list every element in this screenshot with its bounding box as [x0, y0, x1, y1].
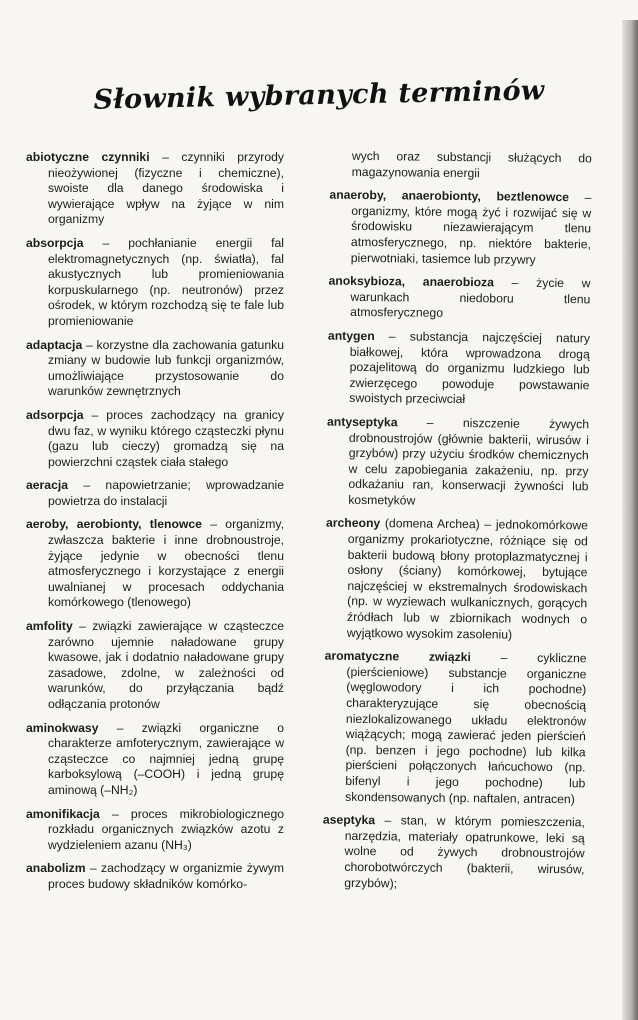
- entry-definition: – stan, w którym pomieszczenia, narzędzia, materiały opatrunkowe, leki są wolne od żywych drobnoustrojów chorobotwórczych (bakterii, wirusów, grzybów);: [344, 813, 585, 890]
- entry-definition: (domena Archea) – jednokomórkowe organizmy prokariotyczne, różniące się od bakterii budową błony protoplazmatycznej i osłony (ściany) komórkowej, bytujące najczęściej w ekstremalnych środowiskach (np. w wyziewach wulkanicznych, gorących źródłach lub w zbiornikach wodnych o wyjątkowo wysokim zasoleniu): [346, 516, 589, 642]
- entry-term: antyseptyka: [327, 414, 398, 430]
- entry-definition: – organizmy, które mogą żyć i rozwijać się w środowisku niezawierającym tlenu atmosferycznego, np. niektóre bakterie, pierwotniaki, tasiemce lub przywry: [350, 190, 592, 267]
- right-column: [322, 149, 592, 902]
- entry-term: anoksybioza, anaerobioza: [328, 273, 495, 290]
- entry-term: aeroby, aerobionty, tlenowce: [26, 517, 202, 532]
- glossary-entry: [26, 338, 284, 400]
- entry-term: anabolizm: [26, 861, 86, 876]
- entry-term: adsorpcja: [26, 407, 84, 422]
- entry-definition: – życie w warunkach niedoboru tlenu atmosferycznego: [350, 275, 591, 321]
- entry-term: aeracja: [26, 478, 69, 493]
- entry-term: absorpcja: [26, 235, 84, 250]
- left-column: [26, 150, 284, 901]
- entry-term: archeony: [325, 516, 381, 531]
- glossary-entry: [26, 478, 284, 509]
- glossary-entry-continuation: wych oraz substancji służących do magazynowania energii: [351, 148, 592, 180]
- page-edge-shadow: [622, 20, 638, 1020]
- entry-definition: – związki zawierające w cząsteczce zarówno ujemnie naładowane grupy kwasowe, jak i dodatnio naładowane grupy zasadowe, zdolne, w zależności od warunków, do przyłączania bądź odłączania protonów: [48, 619, 284, 711]
- glossary-entry: [26, 807, 284, 854]
- entry-term: aminokwasy: [26, 720, 99, 735]
- entry-term: adaptacja: [26, 337, 83, 352]
- entry-definition: – zachodzący w organizmie żywym proces budowy składników komórko-: [48, 861, 284, 891]
- entry-term: amonifikacja: [26, 806, 100, 821]
- entry-definition: – substancja najczęściej natury białkowej, która wprowadzona drogą pozajelitową do organizmu ludzkiego lub zwierzęcego powoduje powstawanie swoistych przeciwciał: [349, 329, 591, 407]
- glossary-entry: [323, 649, 587, 808]
- glossary-entry: [26, 517, 284, 611]
- entry-term: antygen: [327, 328, 375, 344]
- glossary-entry: [26, 408, 284, 470]
- glossary-entry: [327, 329, 590, 410]
- glossary-entry: [26, 721, 284, 799]
- entry-term: amfolity: [26, 619, 73, 634]
- entry-term: abiotyczne czynniki: [26, 150, 150, 164]
- glossary-entry: [26, 619, 284, 713]
- glossary-entry: [26, 150, 284, 228]
- entry-definition: – związki organiczne o charakterze amfoterycznym, zawierające w cząsteczce co najmniej jedną grupę karboksylową (–COOH) i jedną grupę aminową (–NH₂): [48, 720, 284, 797]
- entry-definition: – niszczenie żywych drobnoustrojów (głównie bakterii, wirusów i grzybów) przy użyciu środków chemicznych w celu zapobiegania zakażeniu, np. przy odkażaniu ran, konserwacji żywności lub kosmetyków: [348, 415, 590, 508]
- entry-definition: – organizmy, zwłaszcza bakterie i inne drobnoustroje, żyjące jedynie w obecności tlenu atmosferycznego i korzystające z energii uwalnianej w procesach oddychania komórkowego (tlenowego): [48, 517, 284, 610]
- entry-definition: – napowietrzanie; wprowadzanie powietrza do instalacji: [48, 478, 284, 508]
- glossary-entry: [26, 861, 284, 892]
- entry-definition: – proces mikrobiologicznego rozkładu organicznych związków azotu z wydzieleniem azanu (NH₃): [48, 806, 284, 852]
- entry-definition: – korzystne dla zachowania gatunku zmiany w budowie lub funkcji organizmów, umożliwiające przystosowanie do warunków zewnętrznych: [48, 337, 284, 399]
- entry-term: anaeroby, anaerobionty, beztlenowce: [329, 187, 570, 205]
- entry-definition: – proces zachodzący na granicy dwu faz, w wyniku którego cząsteczki płynu (gazu lub cieczy) gromadzą się na powierzchni cząstek ciała stałego: [48, 407, 284, 469]
- entry-definition: – czynniki przyrody nieożywionej (fizyczne i chemiczne), swoiste dla danego środowiska i wywierające wpływ na żyjące w nim organizmy: [48, 150, 284, 227]
- glossary-entry: [26, 236, 284, 330]
- entry-definition: – cykliczne (pierścieniowe) substancje organiczne (węglowodory i ich pochodne) charakteryzujące się obecnością niezlokalizowanego układu elektronów wiążących; mogą zawierać jeden pierścień (np. benzen i jego pochodne) lub kilka pierścieni połączonych łańcuchowo (np. bifenyl i jego pochodne) lub skondensowanych (np. naftalen, antracen): [345, 650, 587, 806]
- page-title: Słownik wybranych terminów: [93, 75, 545, 116]
- glossary-entry: [322, 813, 585, 894]
- entry-term: aromatyczne związki: [324, 648, 471, 665]
- glossary-entry: [329, 188, 592, 269]
- glossary-entry: [328, 274, 590, 324]
- glossary-entry: [326, 415, 589, 511]
- entry-term: aseptyka: [322, 812, 376, 828]
- entry-definition: – pochłanianie energii fal elektromagnetycznych (np. światła), fal akustycznych lub promieniowania korpuskularnego (np. neutronów) przez ośrodek, w którym rozchodzą się te fale lub promieniowanie: [48, 235, 284, 328]
- glossary-entry: [325, 516, 588, 643]
